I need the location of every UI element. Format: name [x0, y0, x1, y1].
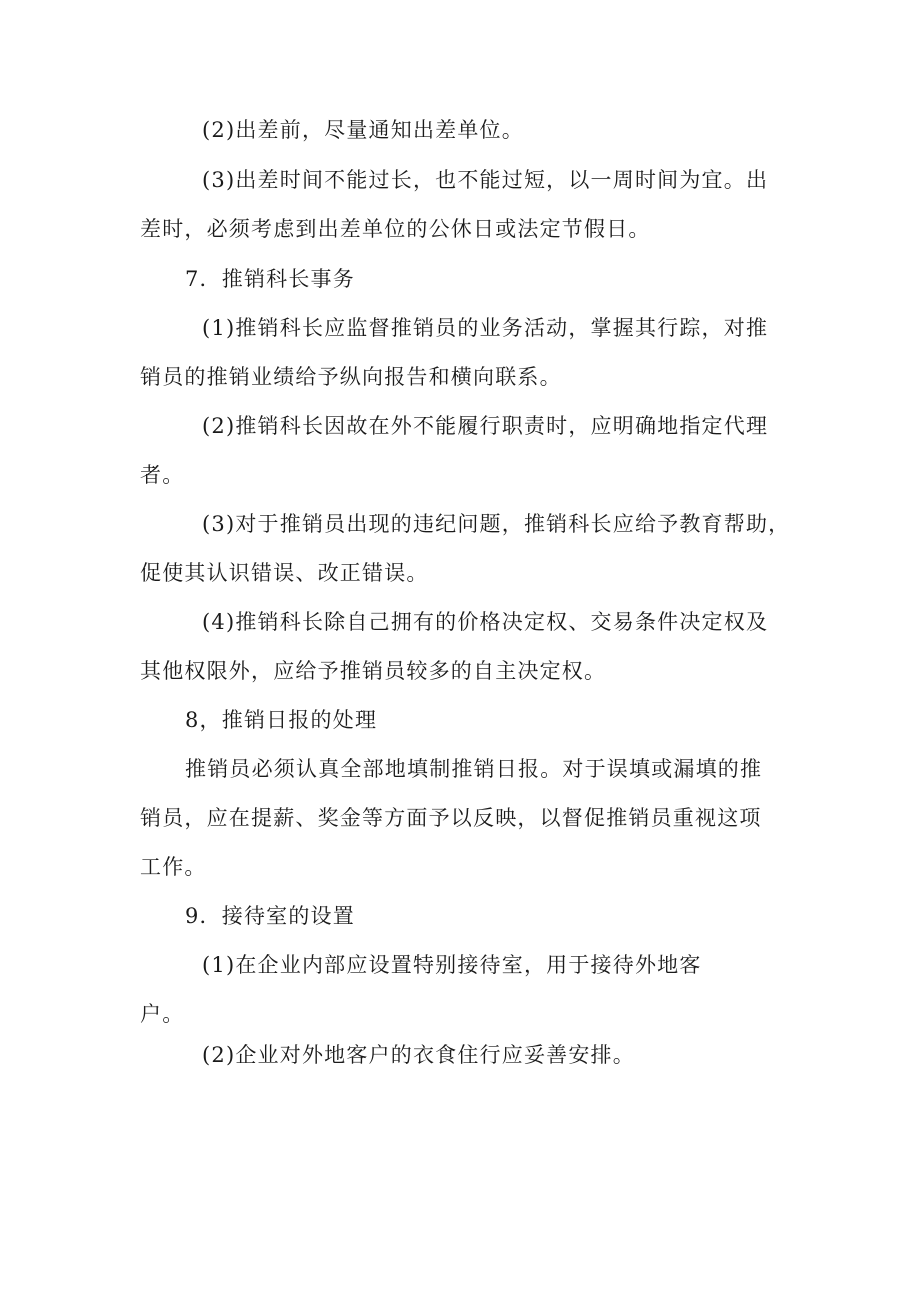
paragraph-line: 推销员必须认真全部地填制推销日报。对于误填或漏填的推	[185, 757, 763, 781]
paragraph-line: (4)推销科长除自己拥有的价格决定权、交易条件决定权及	[202, 610, 769, 634]
paragraph-line: (3)出差时间不能过长，也不能过短，以一周时间为宜。出	[202, 168, 769, 192]
paragraph-line: (1)在企业内部应设置特别接待室，用于接待外地客	[202, 953, 702, 977]
paragraph-line: 其他权限外，应给予推销员较多的自主决定权。	[140, 659, 607, 683]
section-heading: 9．接待室的设置	[185, 904, 355, 928]
paragraph-line: (2)出差前，尽量通知出差单位。	[202, 118, 524, 142]
paragraph-line: 销员，应在提薪、奖金等方面予以反映，以督促推销员重视这项	[140, 806, 762, 830]
section-heading: 8，推销日报的处理	[185, 708, 378, 732]
paragraph-line: 工作。	[140, 855, 207, 879]
section-heading: 7．推销科长事务	[185, 267, 355, 291]
paragraph-line: (1)推销科长应监督推销员的业务活动，掌握其行踪，对推	[202, 316, 769, 340]
paragraph-line: 销员的推销业绩给予纵向报告和横向联系。	[140, 365, 562, 389]
paragraph-line: 户。	[140, 1002, 185, 1026]
paragraph-line: 差时，必须考虑到出差单位的公休日或法定节假日。	[140, 217, 651, 241]
paragraph-line: (2)企业对外地客户的衣食住行应妥善安排。	[202, 1043, 635, 1067]
paragraph-line: 促使其认识错误、改正错误。	[140, 561, 429, 585]
paragraph-line: 者。	[140, 463, 185, 487]
paragraph-line: (3)对于推销员出现的违纪问题，推销科长应给予教育帮助，	[202, 512, 791, 536]
paragraph-line: (2)推销科长因故在外不能履行职责时，应明确地指定代理	[202, 414, 769, 438]
